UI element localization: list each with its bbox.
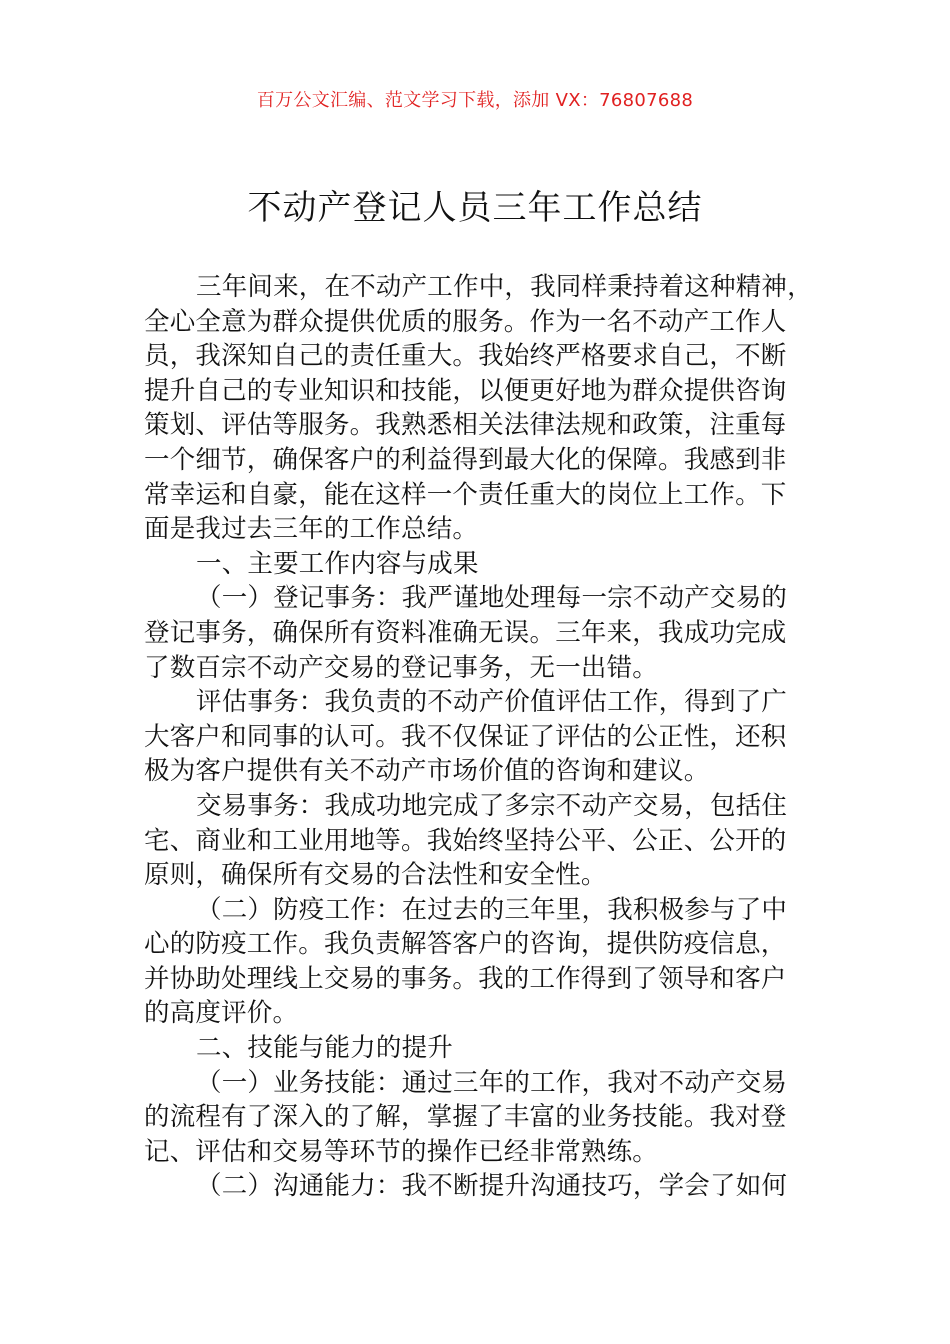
paragraph-line: 全心全意为群众提供优质的服务。作为一名不动产工作人 — [144, 306, 787, 337]
paragraph-first-line: （二）防疫工作：在过去的三年里，我积极参与了中 — [196, 894, 788, 925]
paragraph-first-line: 交易事务：我成功地完成了多宗不动产交易，包括住 — [196, 790, 788, 821]
paragraph-line: 提升自己的专业知识和技能，以便更好地为群众提供咨询 — [144, 375, 787, 406]
paragraph-line: 了数百宗不动产交易的登记事务，无一出错。 — [144, 652, 659, 683]
document-body — [144, 270, 814, 1204]
paragraph-line: 宅、商业和工业用地等。我始终坚持公平、公正、公开的 — [144, 825, 787, 856]
page-title: 不动产登记人员三年工作总结 — [247, 188, 703, 228]
paragraph-line: 常幸运和自豪，能在这样一个责任重大的岗位上工作。下 — [144, 479, 787, 510]
paragraph-line: 极为客户提供有关不动产市场价值的咨询和建议。 — [144, 756, 710, 787]
paragraph-line: 记、评估和交易等环节的操作已经非常熟练。 — [144, 1136, 659, 1167]
paragraph-first-line: （一）登记事务：我严谨地处理每一宗不动产交易的 — [196, 583, 788, 614]
paragraph-line: 的流程有了深入的了解，掌握了丰富的业务技能。我对登 — [144, 1102, 787, 1133]
paragraph-first-line: 二、技能与能力的提升 — [196, 1033, 454, 1064]
paragraph-line: 的高度评价。 — [144, 998, 299, 1029]
paragraph-line: 一个细节，确保客户的利益得到最大化的保障。我感到非 — [144, 444, 787, 475]
paragraph-first-line: 三年间来，在不动产工作中，我同样秉持着这种精神， — [196, 272, 813, 302]
paragraph-line: 面是我过去三年的工作总结。 — [144, 514, 479, 545]
paragraph-line: 策划、评估等服务。我熟悉相关法律法规和政策，注重每 — [144, 410, 787, 441]
paragraph-first-line: 评估事务：我负责的不动产价值评估工作，得到了广 — [196, 687, 788, 718]
paragraph-line: 并协助处理线上交易的事务。我的工作得到了领导和客户 — [144, 963, 787, 994]
paragraph-line: 心的防疫工作。我负责解答客户的咨询，提供防疫信息， — [144, 929, 787, 960]
paragraph-line: 登记事务，确保所有资料准确无误。三年来，我成功完成 — [144, 617, 787, 648]
paragraph-first-line: （二）沟通能力：我不断提升沟通技巧，学会了如何 — [196, 1171, 788, 1202]
paragraph-line: 员，我深知自己的责任重大。我始终严格要求自己，不断 — [144, 341, 787, 372]
paragraph-first-line: 一、主要工作内容与成果 — [196, 548, 479, 579]
paragraph-line: 大客户和同事的认可。我不仅保证了评估的公正性，还积 — [144, 721, 787, 752]
paragraph-line: 原则，确保所有交易的合法性和安全性。 — [144, 860, 607, 891]
watermark-banner: 百万公文汇编、范文学习下载，添加 VX：76807688 — [256, 90, 694, 111]
paragraph-first-line: （一）业务技能：通过三年的工作，我对不动产交易 — [196, 1067, 788, 1098]
